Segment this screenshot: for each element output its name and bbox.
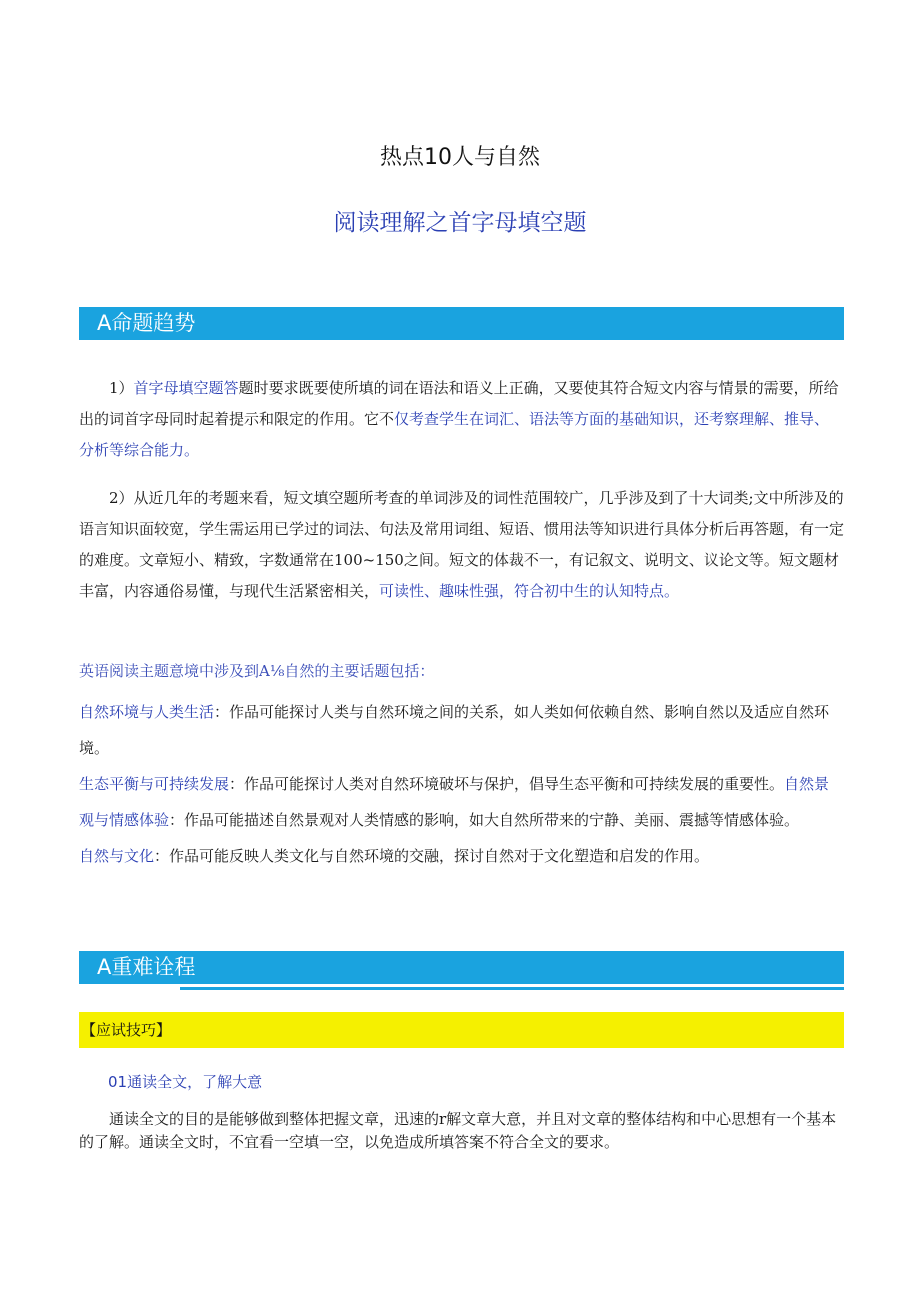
topic-1-body: ：作品可能探讨人类与自然环境之间的关系，如人类如何依赖自然、影响自然以及适应自然环境。 [79,703,830,757]
topic-item [79,838,844,874]
section-b-underline [180,987,844,990]
p1-highlight-1: 首字母填空题答 [133,379,239,397]
p1-text: 题时要求既要使所填的词在语法和语义上正确，又要使其符合短文内容与情景的需要，所给出的词首字母同时起着提示和限定的作用。它不 [79,379,839,428]
topic-item [79,694,844,766]
page-subtitle: 阅读理解之首字母填空题 [333,210,587,236]
topic-4-heading: 自然与文化 [79,847,155,865]
trend-paragraph-1 [79,373,844,466]
trend-paragraph-2 [79,483,844,607]
p1-highlight-2: 仅考查学生在词汇、语法等方面的基础知识，还考察理解、推导、分析等综合能力。 [79,410,830,459]
p2-text: 2）从近几年的考题来看，短文填空题所考查的单词涉及的词性范围较广，几乎涉及到了十大词类;文中所涉及的语言知识面较宽，学生需运用已学过的词法、句法及常用词组、短语、惯用法等知识进行具体分析后再答题，有一定的难度。文章短小、精致，字数通常在100~150之间。短文的体裁不一，有记叙文、说明文、议论文等。短文题材丰富，内容通俗易懂，与现代生活紧密相关， [79,489,845,600]
section-a-heading: A命题趋势 [79,307,844,340]
topic-3-body: ：作品可能描述自然景观对人类情感的影响，如大自然所带来的宁静、美丽、震撼等情感体验。 [169,811,800,829]
p2-highlight: 可读性、趣味性强，符合初中生的认知特点。 [379,582,680,600]
topics-list [79,694,844,874]
step-1-body: 通读全文的目的是能够做到整体把握文章，迅速的r解文章大意，并且对文章的整体结构和中心思想有一个基本的了解。通读全文时，不宜看一空填一空，以免造成所填答案不符合全文的要求。 [79,1110,837,1151]
topic-item [79,766,844,838]
topic-3-heading: 自然景观与情感体验 [79,775,830,829]
p1-start: 1） [109,379,134,397]
topic-2-heading: 生态平衡与可持续发展 [79,775,230,793]
page-title: 热点10人与自然 [380,145,540,170]
section-b-heading: A重难诠程 [79,951,844,984]
topic-4-body: ：作品可能反映人类文化与自然环境的交融，探讨自然对于文化塑造和启发的作用。 [154,847,710,865]
step-1-heading: 01通读全文，了解大意 [108,1073,263,1091]
tip-label: 【应试技巧】 [79,1012,844,1048]
topic-2-body: ：作品可能探讨人类对自然环境破坏与保护，倡导生态平衡和可持续发展的重要性。 [229,775,785,793]
topic-1-heading: 自然环境与人类生活 [79,703,215,721]
topics-intro: 英语阅读主题意境中涉及到A⅛自然的主要话题包括： [79,662,435,680]
